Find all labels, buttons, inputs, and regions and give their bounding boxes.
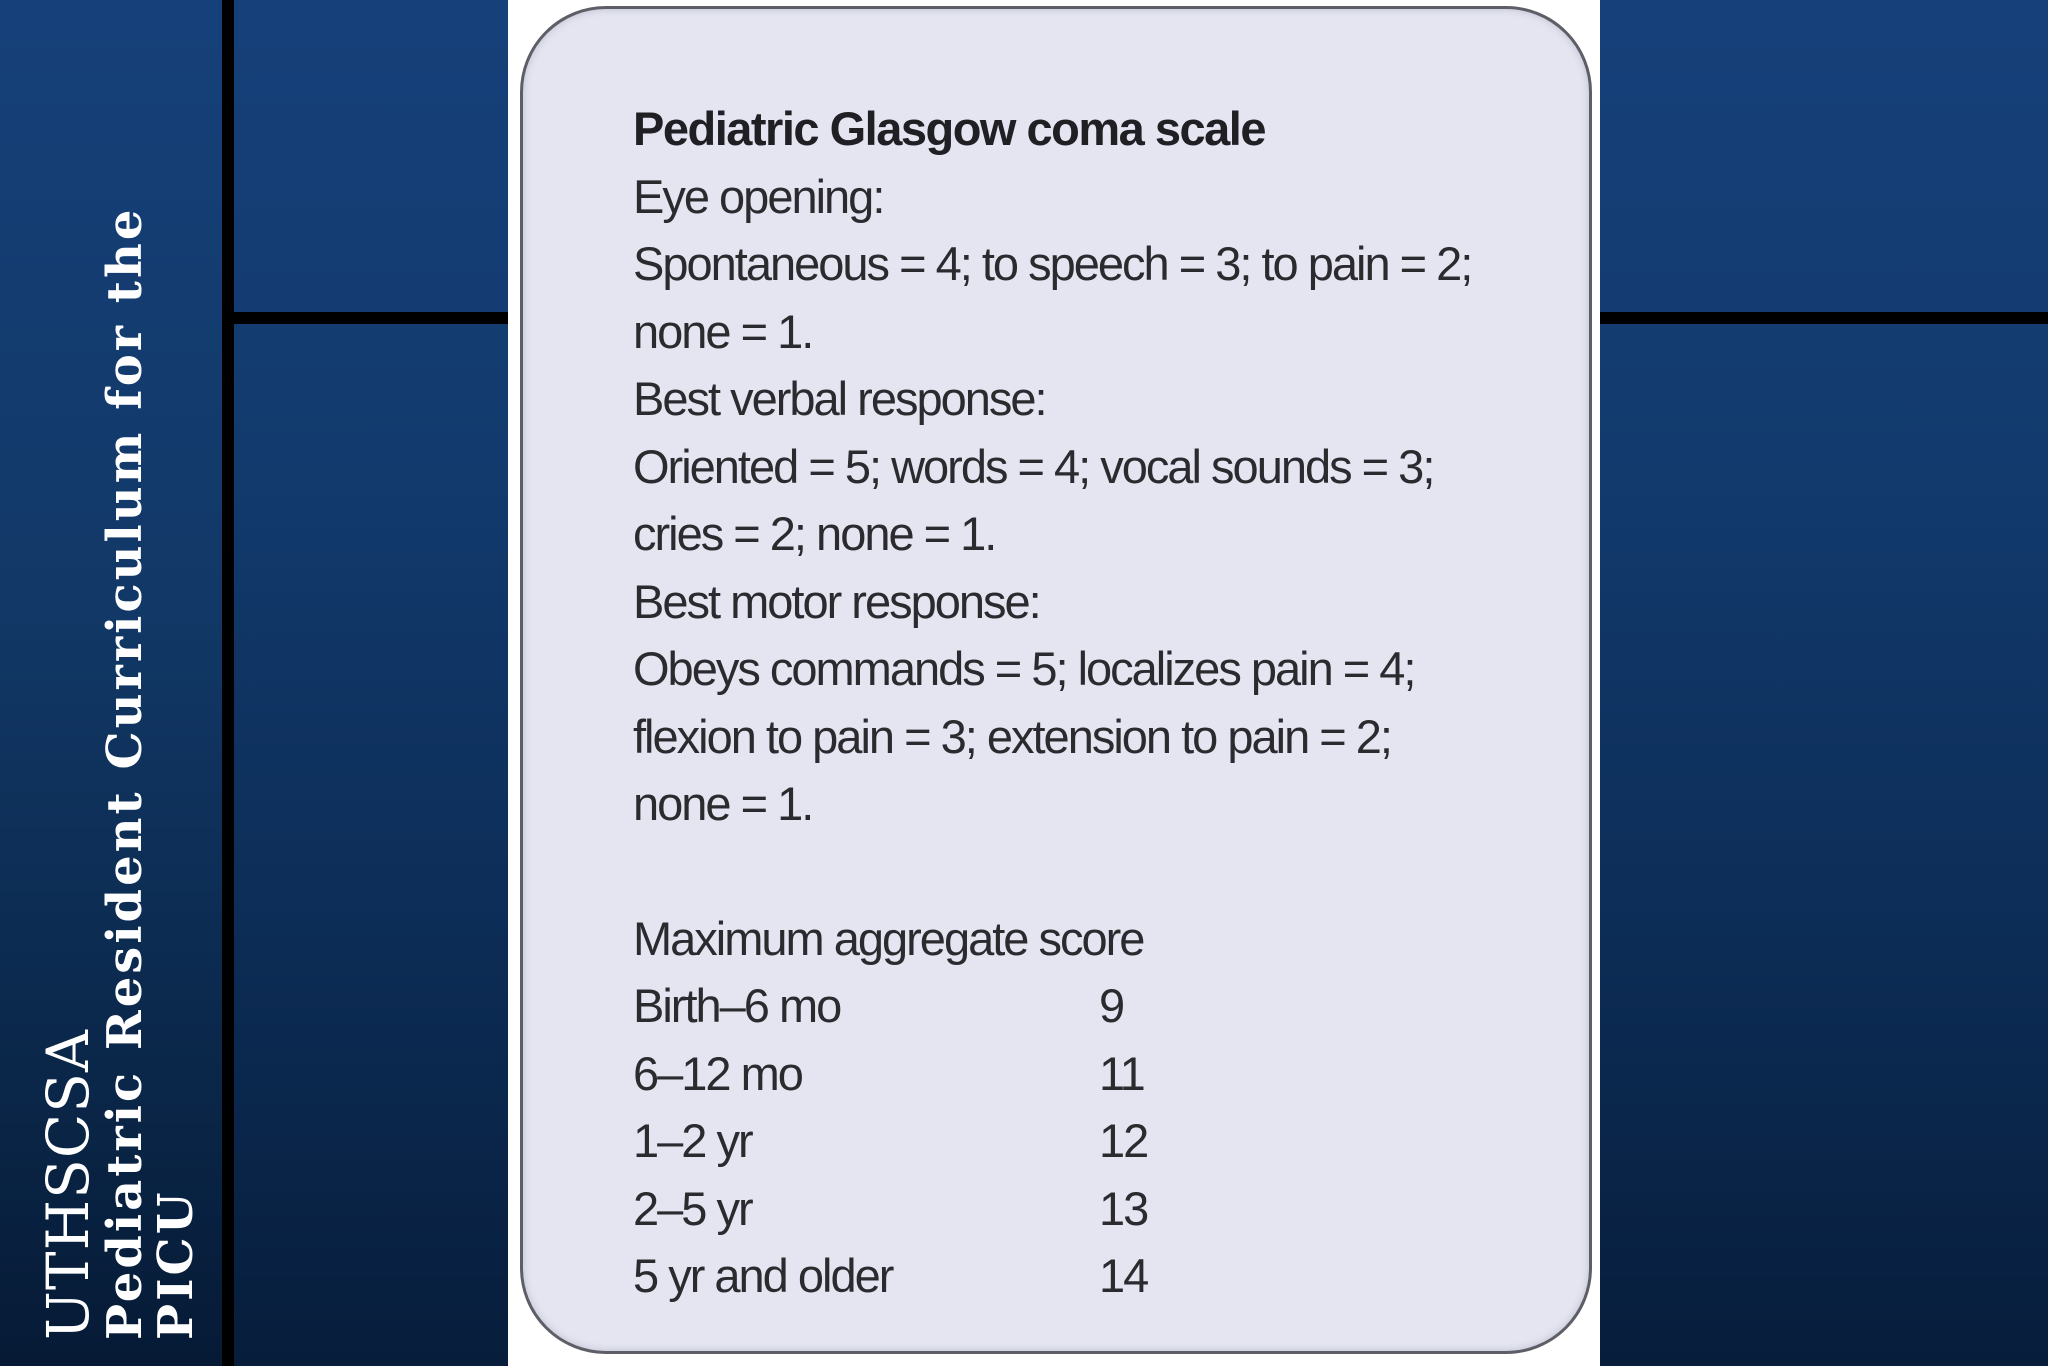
eye-opening-scores-cont: none = 1. [633, 304, 813, 358]
gcs-card [520, 6, 1592, 1354]
score-row [633, 972, 1219, 1040]
motor-response-heading: Best motor response: [633, 574, 1040, 628]
score-row [633, 1175, 1219, 1243]
slide-image-frame [508, 0, 1600, 1366]
verbal-response-scores-cont: cries = 2; none = 1. [633, 507, 996, 560]
score-row [633, 1242, 1219, 1310]
sidebar-title-curriculum: Pediatric Resident Curriculum for the PICU [96, 206, 205, 1340]
horizontal-rule-left [234, 312, 508, 324]
motor-response-scores-cont: flexion to pain = 3; extension to pain = 2; [633, 709, 1391, 763]
score-row-age: 5 yr and older [633, 1249, 893, 1302]
score-row-value: 14 [1099, 1249, 1148, 1302]
score-row-value: 11 [1099, 1046, 1144, 1100]
score-heading: Maximum aggregate score [633, 911, 1144, 965]
score-row-value: 13 [1099, 1181, 1148, 1235]
score-table [633, 972, 1219, 1310]
score-row-value: 9 [1099, 979, 1124, 1032]
sidebar-title [33, 40, 205, 1340]
sidebar-title-institution: UTHSCSA [33, 1029, 102, 1340]
score-row-age: 1–2 yr [633, 1114, 752, 1167]
section-spacer [633, 838, 1533, 905]
eye-opening-heading: Eye opening: [633, 169, 884, 223]
card-title: Pediatric Glasgow coma scale [633, 102, 1265, 155]
score-row-age: 6–12 mo [633, 1046, 802, 1100]
gcs-card-content [633, 95, 1533, 1310]
verbal-response-heading: Best verbal response: [633, 372, 1046, 425]
verbal-response-scores: Oriented = 5; words = 4; vocal sounds = 3; [633, 439, 1434, 493]
score-row-age: Birth–6 mo [633, 979, 841, 1032]
score-row-value: 12 [1099, 1114, 1148, 1167]
score-row [633, 1107, 1219, 1175]
motor-response-scores-end: none = 1. [633, 777, 813, 830]
eye-opening-scores: Spontaneous = 4; to speech = 3; to pain = 2; [633, 237, 1472, 290]
motor-response-scores: Obeys commands = 5; localizes pain = 4; [633, 642, 1415, 695]
score-row-age: 2–5 yr [633, 1181, 752, 1235]
sidebar-divider [222, 0, 234, 1366]
horizontal-rule-right [1600, 312, 2048, 324]
score-row [633, 1040, 1219, 1108]
